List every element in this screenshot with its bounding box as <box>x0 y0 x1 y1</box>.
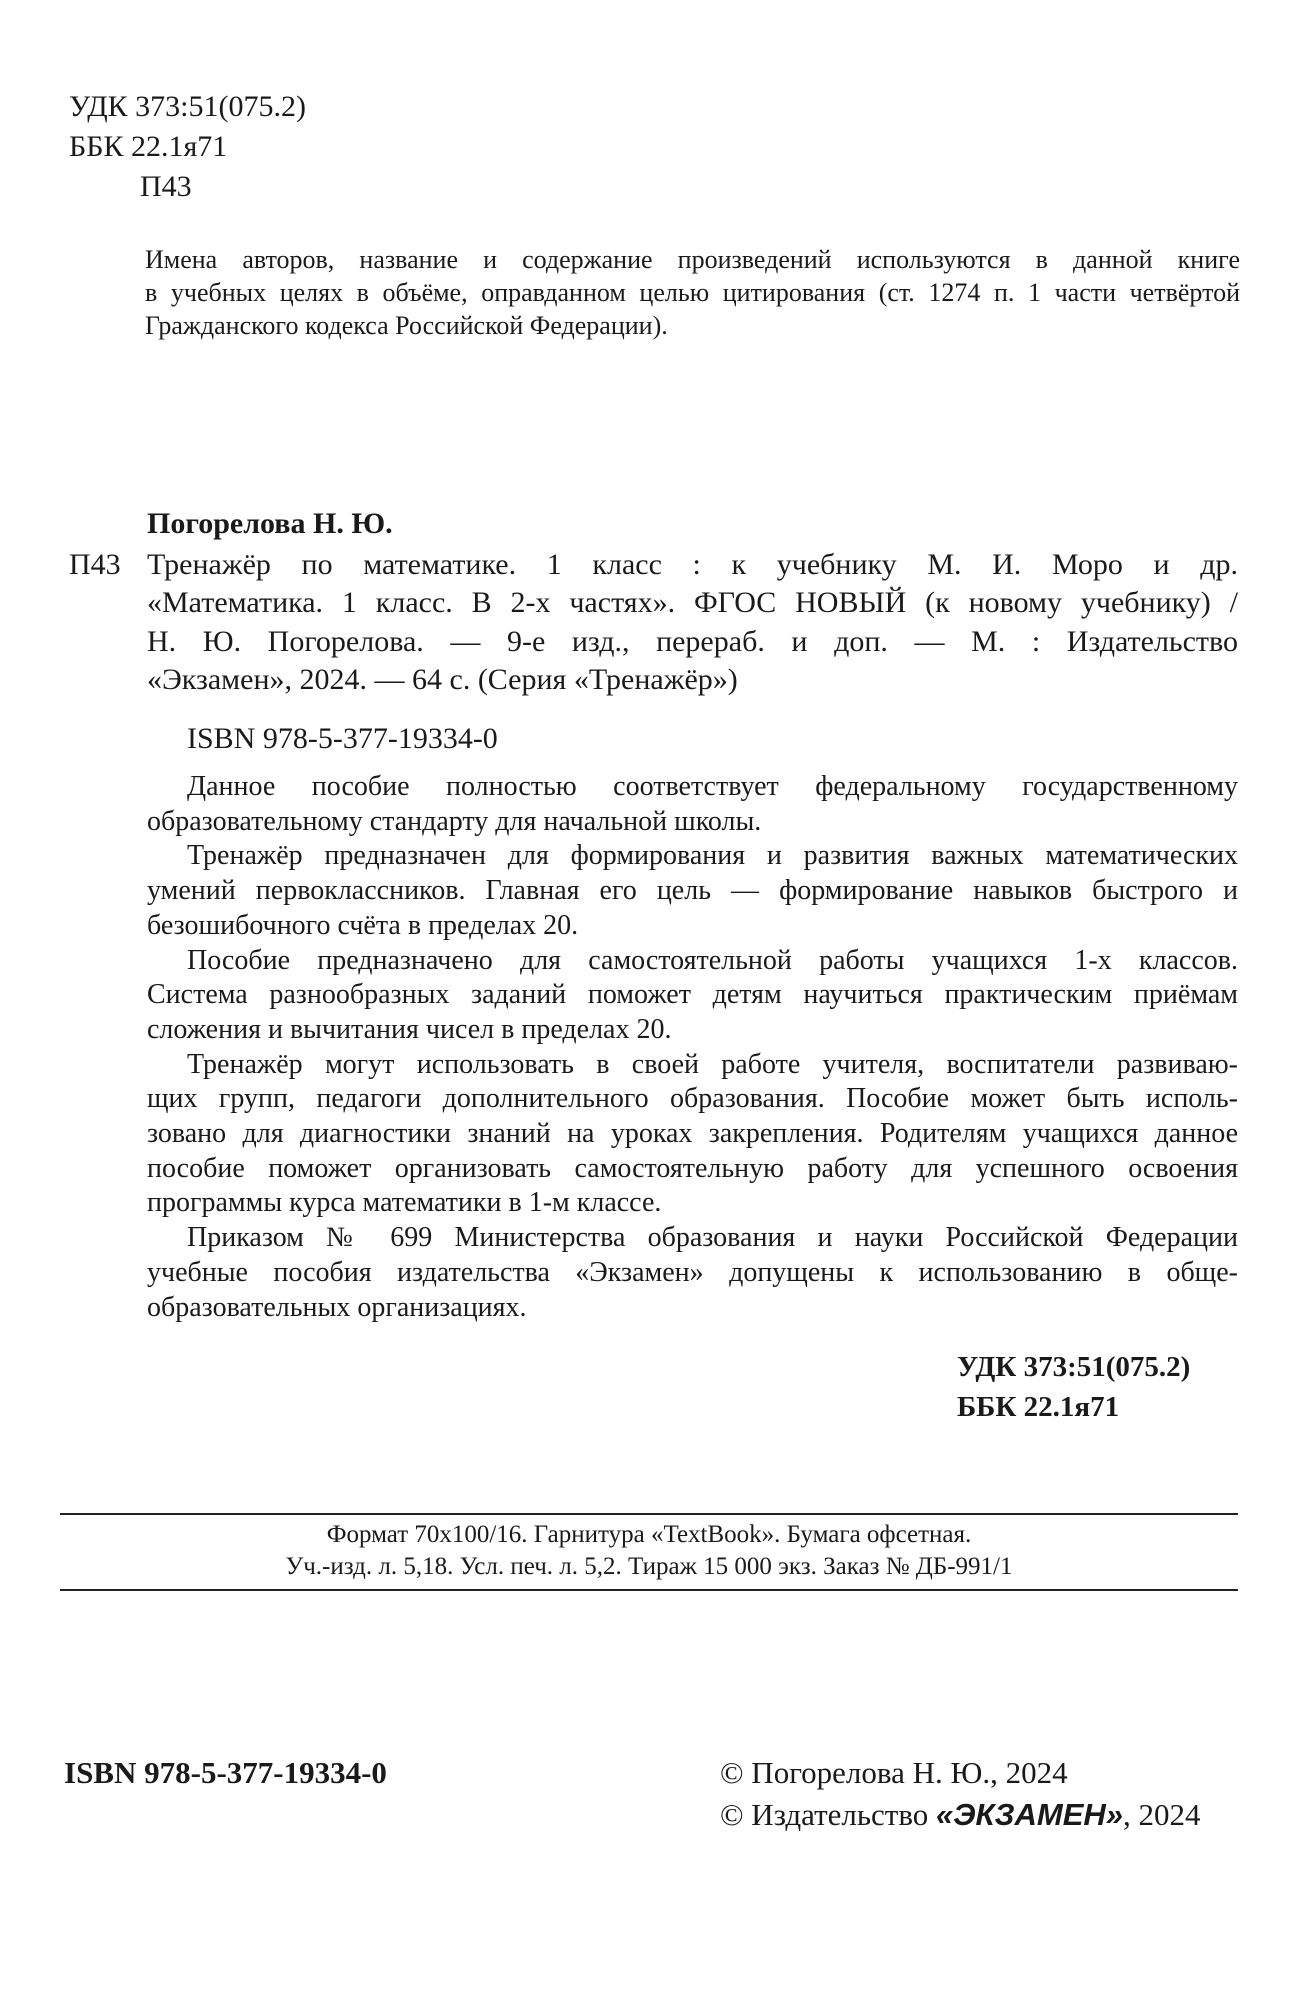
print-info-line-1: Формат 70х100/16. Гарнитура «TextBook». Бумага офсетная. <box>326 1521 972 1548</box>
print-info-top-rule <box>60 1513 1238 1515</box>
bibliography-line: Н. Ю. Погорелова. — 9-е изд., перераб. и доп. — М. : Издательство <box>147 624 1238 658</box>
header-bbk: ББК 22.1я71 <box>69 130 228 163</box>
annotation-line: образовательному стандарту для начальной школы. <box>147 805 762 837</box>
copyright-notice-line: в учебных целях в объёме, оправданном целью цитирования (ст. 1274 п. 1 части четвёртой <box>145 278 1240 307</box>
bibliography-line: Тренажёр по математике. 1 класс : к учебнику М. И. Моро и др. <box>147 548 1238 581</box>
annotation-line: программы курса математики в 1-м классе. <box>147 1187 662 1219</box>
publisher-brand-logo: «ЭКЗАМЕН» <box>936 1797 1124 1832</box>
annotation-bbk: ББК 22.1я71 <box>957 1391 1120 1423</box>
annotation-line: Приказом № 699 Министерства образования и науки Российской Федерации <box>187 1222 1238 1254</box>
annotation-line: зовано для диагностики знаний на уроках закрепления. Родителям учащихся данное <box>147 1118 1238 1150</box>
annotation-line: безошибочного счёта в пределах 20. <box>147 909 579 941</box>
footer-isbn: ISBN 978-5-377-19334-0 <box>64 1755 387 1790</box>
annotation-line: Пособие предназначено для самостоятельной работы учащихся 1-х классов. <box>187 944 1238 976</box>
annotation-line: Данное пособие полностью соответствует федеральному государственному <box>187 771 1238 802</box>
copyright-publisher-suffix: , 2024 <box>1123 1797 1201 1832</box>
bibliography-description <box>147 546 1238 585</box>
annotation-line: образовательных организациях. <box>147 1291 527 1323</box>
footer-copyright-author: © Погорелова Н. Ю., 2024 <box>720 1755 1068 1790</box>
annotation-line: учебные пособия издательства «Экзамен» допущены к использованию в обще- <box>147 1256 1238 1288</box>
annotation-line: Тренажёр предназначен для формирования и развития важных математических <box>187 840 1238 872</box>
copyright-notice-line: Имена авторов, название и содержание произведений используются в данной книге <box>145 245 1240 274</box>
header-udk: УДК 373:51(075.2) <box>69 90 306 123</box>
bibliography-author: Погорелова Н. Ю. <box>147 507 393 540</box>
annotation-line: Система разнообразных заданий поможет детям научиться практическим приёмам <box>147 979 1238 1011</box>
bibliography-mark: П43 <box>69 548 121 581</box>
annotation-line: пособие поможет организовать самостоятельную работу для успешного освоения <box>147 1152 1238 1184</box>
copyright-notice-line: Гражданского кодекса Российской Федерации). <box>145 311 668 340</box>
print-info-bottom-rule <box>60 1589 1238 1591</box>
bibliography-line: «Математика. 1 класс. В 2-х частях». ФГОС НОВЫЙ (к новому учебнику) / <box>147 586 1238 619</box>
print-info-line-2: Уч.-изд. л. 5,18. Усл. печ. л. 5,2. Тираж 15 000 экз. Заказ № ДБ-991/1 <box>285 1553 1013 1580</box>
annotation <box>147 770 1238 1325</box>
bibliography-isbn: ISBN 978-5-377-19334-0 <box>187 722 498 755</box>
annotation-line: умений первоклассников. Главная его цель — формирование навыков быстрого и <box>147 875 1238 907</box>
header-author-mark: П43 <box>140 170 192 203</box>
footer-copyright-publisher <box>720 1796 1201 1834</box>
annotation-udk: УДК 373:51(075.2) <box>957 1351 1191 1383</box>
annotation-line: щих групп, педагоги дополнительного образования. Пособие может быть исполь- <box>147 1083 1238 1115</box>
bibliography-description-cont <box>147 584 1238 700</box>
copyright-notice <box>145 243 1240 342</box>
annotation-line: Тренажёр могут использовать в своей работе учителя, воспитатели развиваю- <box>187 1048 1238 1080</box>
copyright-publisher-prefix: © Издательство <box>720 1797 937 1832</box>
annotation-line: сложения и вычитания чисел в пределах 20. <box>147 1013 672 1045</box>
print-info <box>60 1519 1238 1583</box>
bibliography-line: «Экзамен», 2024. — 64 с. (Серия «Тренажёр») <box>147 663 738 696</box>
